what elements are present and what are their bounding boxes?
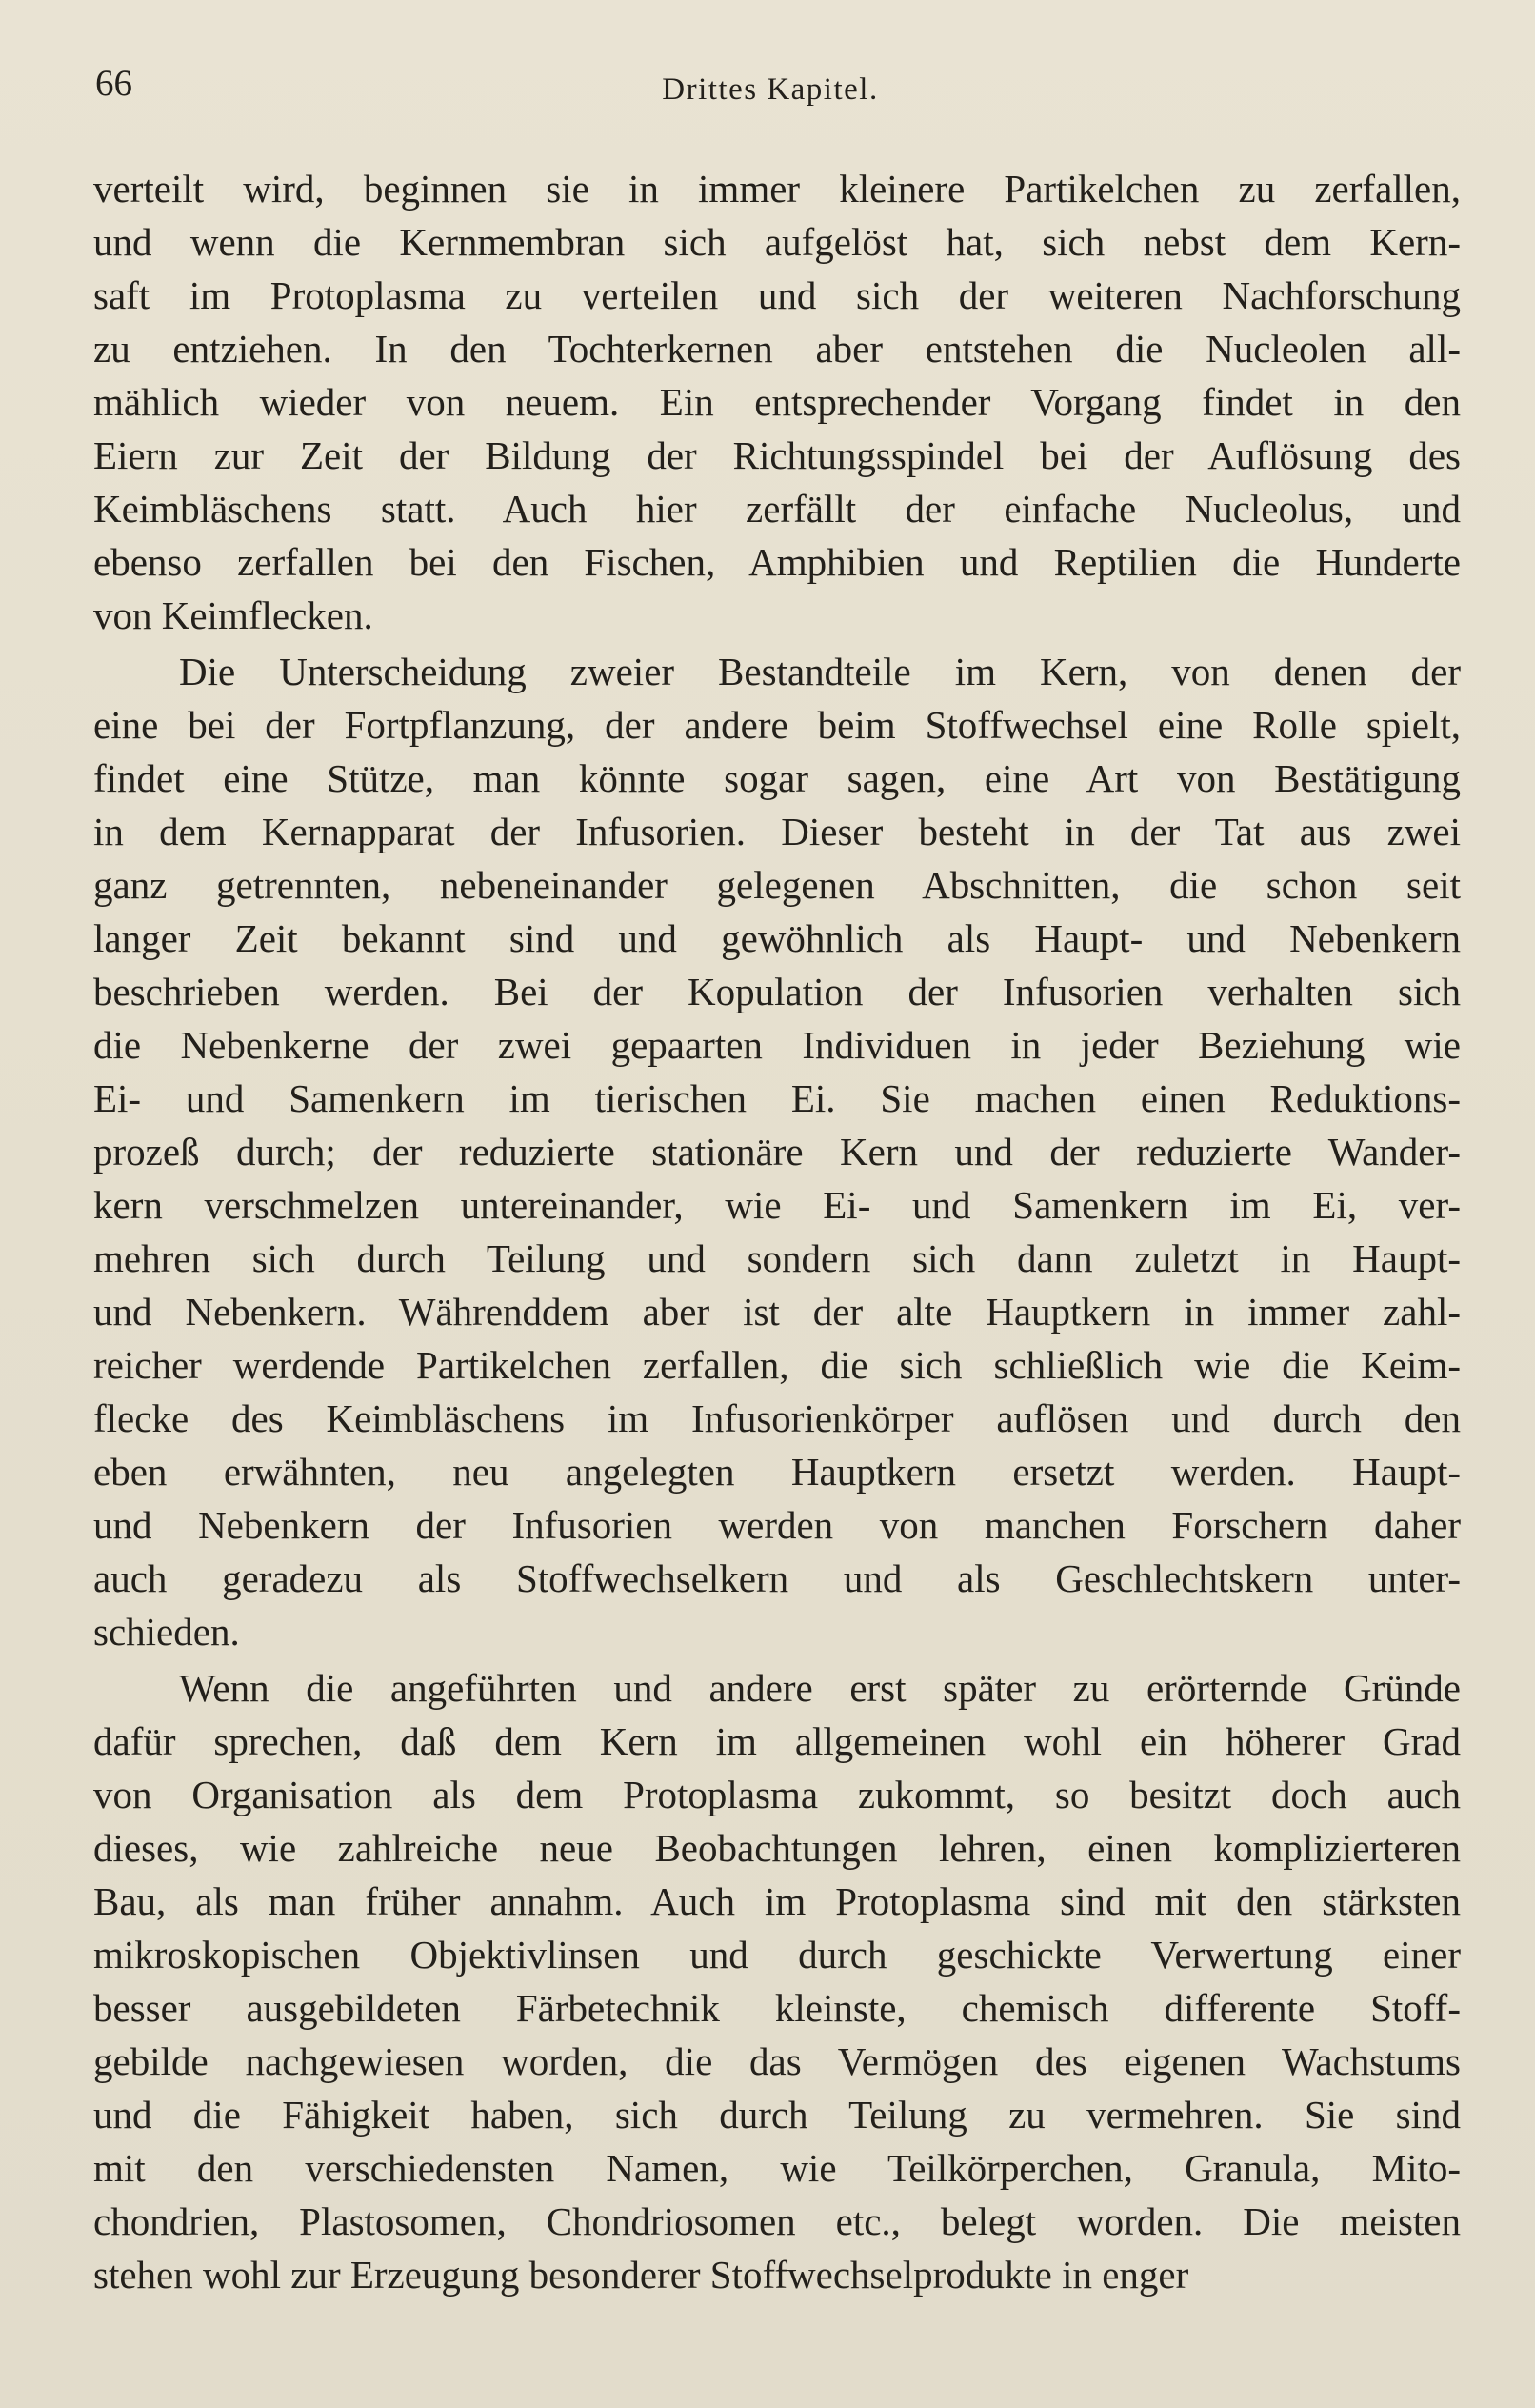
text-line: mit den verschiedensten Namen, wie Teilkörperchen, Granula, Mito- xyxy=(93,2146,1461,2190)
paragraph xyxy=(93,1661,1461,2301)
text-line: dieses, wie zahlreiche neue Beobachtungen lehren, einen komplizierteren xyxy=(93,1826,1461,1870)
text-line: stehen wohl zur Erzeugung besonderer Stoffwechselprodukte in enger xyxy=(93,2253,1189,2297)
text-line: und Nebenkern. Währenddem aber ist der alte Hauptkern in immer zahl- xyxy=(93,1290,1461,1334)
running-title: Drittes Kapitel. xyxy=(662,72,879,107)
text-line: chondrien, Plastosomen, Chondriosomen etc., belegt worden. Die meisten xyxy=(93,2199,1461,2243)
text-line: und wenn die Kernmembran sich aufgelöst hat, sich nebst dem Kern- xyxy=(93,220,1461,264)
text-line: langer Zeit bekannt sind und gewöhnlich als Haupt- und Nebenkern xyxy=(93,916,1461,960)
text-line: reicher werdende Partikelchen zerfallen, die sich schließlich wie die Keim- xyxy=(93,1343,1461,1387)
text-line: besser ausgebildeten Färbetechnik kleinste, chemisch differente Stoff- xyxy=(93,1986,1461,2030)
text-line: schieden. xyxy=(93,1610,240,1654)
page-header xyxy=(93,59,1447,116)
text-line: dafür sprechen, daß dem Kern im allgemeinen wohl ein höherer Grad xyxy=(93,1719,1461,1763)
text-line: zu entziehen. In den Tochterkernen aber entstehen die Nucleolen all- xyxy=(93,327,1461,371)
text-line: ganz getrennten, nebeneinander gelegenen Abschnitten, die schon seit xyxy=(93,863,1461,907)
text-line: verteilt wird, beginnen sie in immer kleinere Partikelchen zu zerfallen, xyxy=(93,167,1461,211)
text-line: findet eine Stütze, man könnte sogar sagen, eine Art von Bestätigung xyxy=(93,756,1461,800)
text-line: gebilde nachgewiesen worden, die das Vermögen des eigenen Wachstums xyxy=(93,2039,1461,2083)
text-line: beschrieben werden. Bei der Kopulation der Infusorien verhalten sich xyxy=(93,970,1461,1013)
paragraph xyxy=(93,645,1461,1658)
text-line: mikroskopischen Objektivlinsen und durch geschickte Verwertung einer xyxy=(93,1933,1461,1977)
text-line: ebenso zerfallen bei den Fischen, Amphibien und Reptilien die Hunderte xyxy=(93,540,1461,584)
text-line: Keimbläschens statt. Auch hier zerfällt der einfache Nucleolus, und xyxy=(93,487,1461,531)
paragraph xyxy=(93,162,1461,642)
text-line: Wenn die angeführten und andere erst später zu erörternde Gründe xyxy=(179,1666,1461,1710)
page-number: 66 xyxy=(95,63,132,104)
body-text xyxy=(93,162,1461,2301)
text-line: Eiern zur Zeit der Bildung der Richtungsspindel bei der Auflösung des xyxy=(93,433,1461,477)
text-line: Ei- und Samenkern im tierischen Ei. Sie machen einen Reduktions- xyxy=(93,1076,1461,1120)
text-line: von Keimflecken. xyxy=(93,593,373,637)
text-line: saft im Protoplasma zu verteilen und sich der weiteren Nachforschung xyxy=(93,273,1461,317)
text-line: Bau, als man früher annahm. Auch im Protoplasma sind mit den stärksten xyxy=(93,1879,1461,1923)
text-line: und Nebenkern der Infusorien werden von manchen Forschern daher xyxy=(93,1503,1461,1547)
text-line: eine bei der Fortpflanzung, der andere beim Stoffwechsel eine Rolle spielt, xyxy=(93,703,1461,747)
text-line: prozeß durch; der reduzierte stationäre Kern und der reduzierte Wander- xyxy=(93,1130,1461,1174)
text-line: flecke des Keimbläschens im Infusorienkörper auflösen und durch den xyxy=(93,1396,1461,1440)
text-line: Die Unterscheidung zweier Bestandteile im Kern, von denen der xyxy=(179,650,1461,693)
text-line: die Nebenkerne der zwei gepaarten Individuen in jeder Beziehung wie xyxy=(93,1023,1461,1067)
text-line: und die Fähigkeit haben, sich durch Teilung zu vermehren. Sie sind xyxy=(93,2093,1461,2137)
text-line: in dem Kernapparat der Infusorien. Dieser besteht in der Tat aus zwei xyxy=(93,810,1461,853)
text-line: von Organisation als dem Protoplasma zukommt, so besitzt doch auch xyxy=(93,1773,1461,1816)
text-line: mählich wieder von neuem. Ein entsprechender Vorgang findet in den xyxy=(93,380,1461,424)
text-line: auch geradezu als Stoffwechselkern und als Geschlechtskern unter- xyxy=(93,1556,1461,1600)
text-line: kern verschmelzen untereinander, wie Ei- und Samenkern im Ei, ver- xyxy=(93,1183,1461,1227)
text-line: eben erwähnten, neu angelegten Hauptkern ersetzt werden. Haupt- xyxy=(93,1450,1461,1494)
text-line: mehren sich durch Teilung und sondern sich dann zuletzt in Haupt- xyxy=(93,1236,1461,1280)
